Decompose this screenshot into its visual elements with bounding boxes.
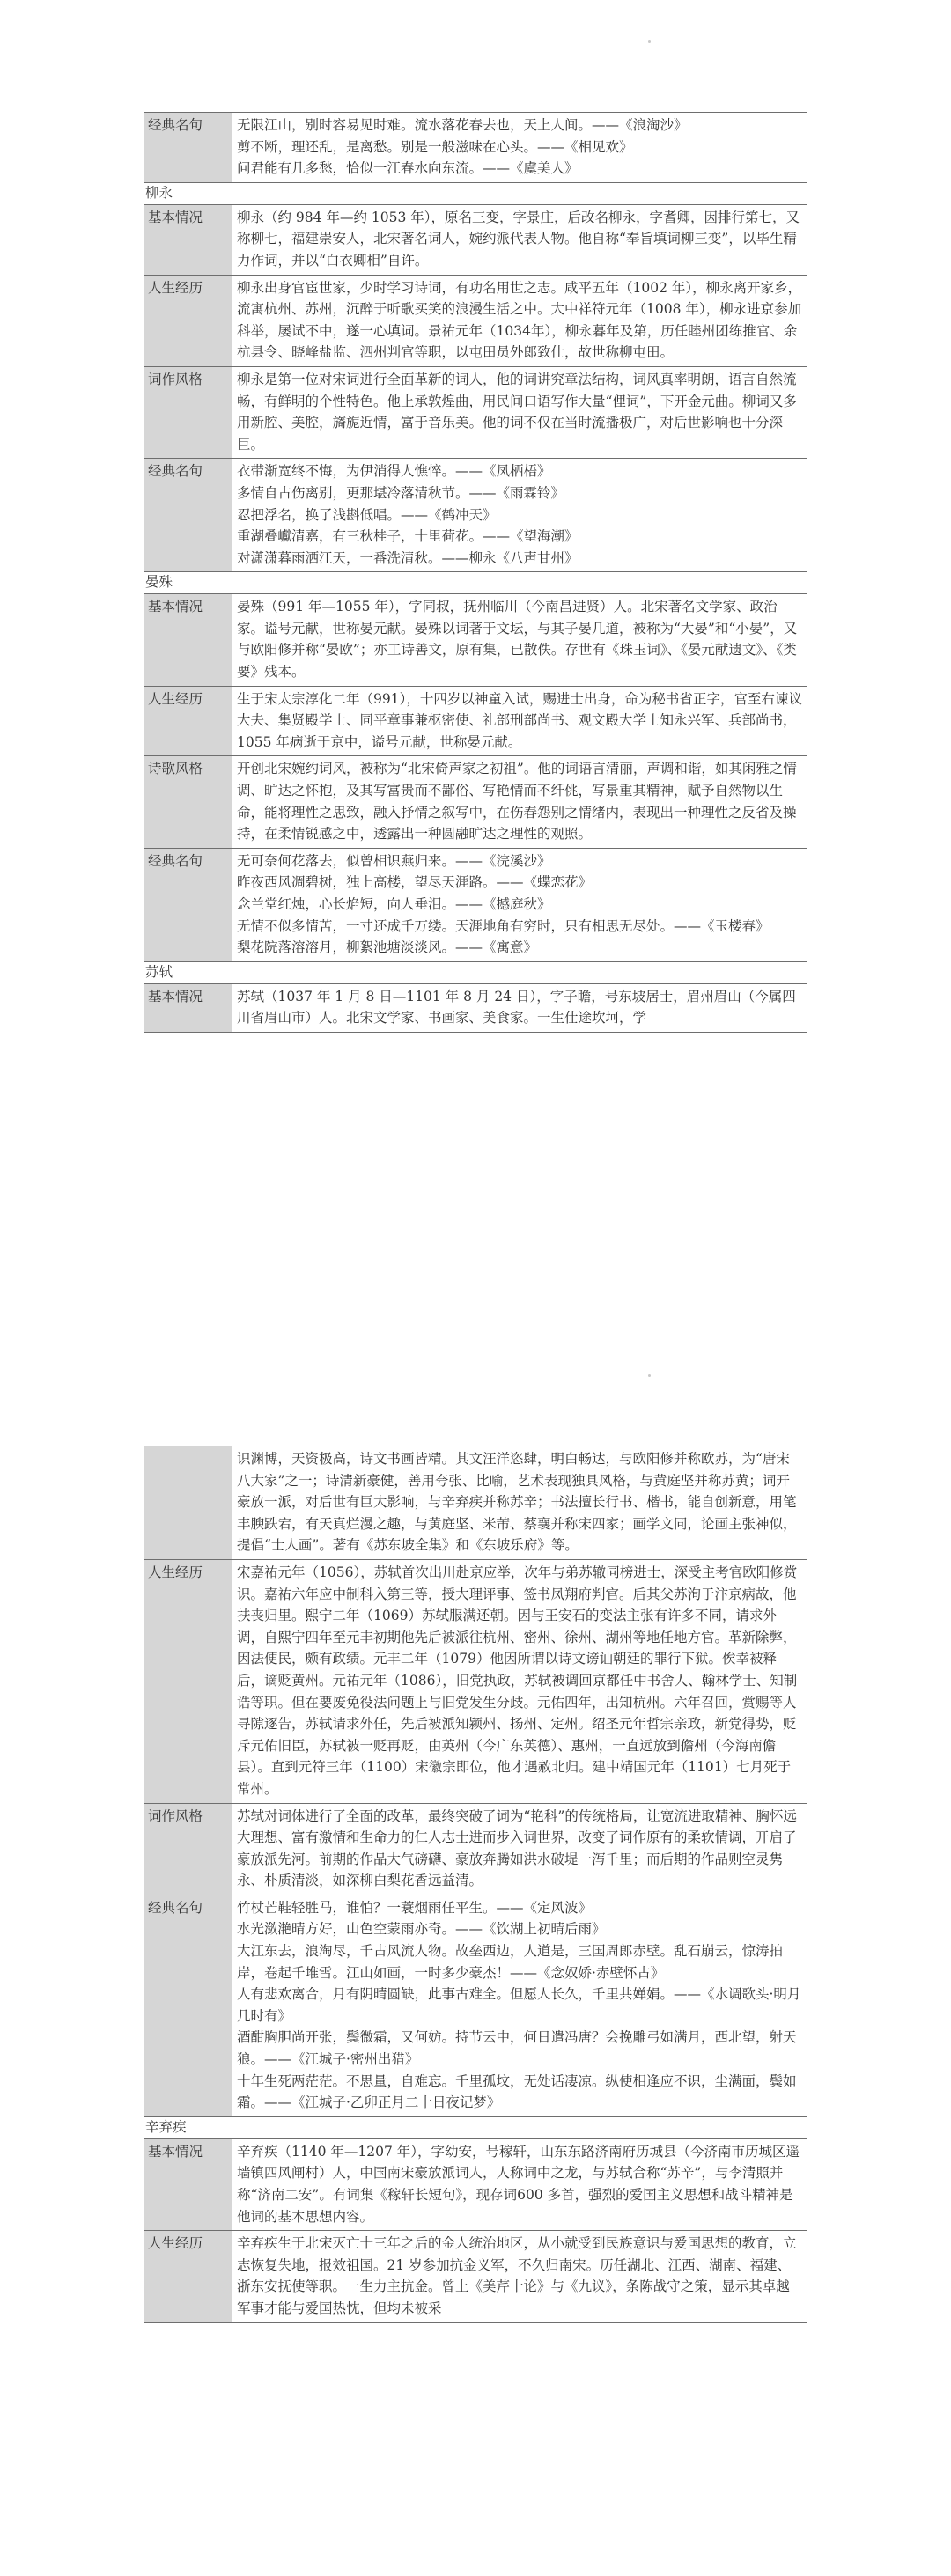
content-line: 柳永出身官宦世家，少时学习诗词，有功名用世之志。咸平五年（1002 年），柳永离开家乡，流寓杭州、苏州，沉醉于听歌买笑的浪漫生活之中。大中祥符元年（1008 年），柳永进京参加科举，屡试不中，遂一心填词。景祐元年（1034年），柳永暮年及第，历任睦州团练推官、余杭县令、晓峰盐监、泗州判官等职，以屯田员外郎致仕，故世称柳屯田。 [237, 279, 802, 361]
row-content [232, 204, 807, 275]
row-content [232, 983, 807, 1032]
content-line: 酒酣胸胆尚开张，鬓微霜，又何妨。持节云中，何日遣冯唐？会挽雕弓如满月，西北望，射天狼。——《江城子·密州出猎》 [237, 2029, 797, 2068]
page-block-1 [144, 112, 807, 1033]
row-content [232, 2231, 807, 2322]
content-line: 衣带渐宽终不悔，为伊消得人憔悴。——《凤栖梧》 [237, 463, 551, 480]
row-label: 基本情况 [144, 983, 232, 1032]
row-content [232, 2138, 807, 2230]
page-block-2 [144, 1446, 807, 2323]
row-label: 词作风格 [144, 366, 232, 458]
content-line: 柳永（约 984 年—约 1053 年），原名三变，字景庄，后改名柳永，字耆卿，因排行第七，又称柳七，福建崇安人，北宋著名词人，婉约派代表人物。他自称“奉旨填词柳三变”，以毕生精力作词，并以“白衣卿相”自许。 [237, 209, 800, 269]
poet-table [144, 1446, 807, 2117]
table-row [144, 594, 807, 686]
row-label: 人生经历 [144, 686, 232, 756]
table-row [144, 459, 807, 572]
content-line: 念兰堂红烛，心长焰短，向人垂泪。——《撼庭秋》 [237, 896, 551, 912]
row-label: 词作风格 [144, 1803, 232, 1895]
poet-table [144, 593, 807, 962]
content-line: 辛弃疾生于北宋灭亡十三年之后的金人统治地区，从小就受到民族意识与爱国思想的教育，立志恢复失地，报效祖国。21 岁参加抗金义军，不久归南宋。历任湖北、江西、湖南、福建、浙东安抚使等职。一生力主抗金。曾上《美芹十论》与《九议》，条陈战守之策，显示其卓越军事才能与爱国热忱，但均未被采 [237, 2235, 797, 2316]
poet-heading: 辛弃疾 [145, 2118, 187, 2135]
content-line: 苏轼（1037 年 1 月 8 日—1101 年 8 月 24 日），字子瞻，号东坡居士，眉州眉山（今属四川省眉山市）人。北宋文学家、书画家、美食家。一生仕途坎坷，学 [237, 988, 796, 1027]
row-content [232, 594, 807, 686]
table-row [144, 2138, 807, 2230]
poet-table [144, 2138, 807, 2323]
content-line: 无限江山，别时容易见时难。流水落花春去也，天上人间。——《浪淘沙》 [237, 117, 688, 133]
content-line: 忍把浮名，换了浅斟低唱。——《鹤冲天》 [237, 506, 497, 523]
content-line: 人有悲欢离合，月有阴晴圆缺，此事古难全。但愿人长久，千里共婵娟。——《水调歌头·明月几时有》 [237, 1986, 801, 2024]
row-label: 基本情况 [144, 2138, 232, 2230]
poet-heading: 柳永 [145, 184, 173, 201]
content-line: 生于宋太宗淳化二年（991），十四岁以神童入试，赐进士出身，命为秘书省正字，官至右谏议大夫、集贤殿学士、同平章事兼枢密使、礼部刑部尚书、观文殿大学士知永兴军、兵部尚书，1055 年病逝于京中，谥号元献，世称晏元献。 [237, 690, 802, 750]
table-row [144, 113, 807, 183]
row-content [232, 1559, 807, 1803]
row-content [232, 1803, 807, 1895]
table-row [144, 204, 807, 275]
row-label: 诗歌风格 [144, 756, 232, 848]
table-row [144, 1446, 807, 1560]
content-line: 宋嘉祐元年（1056），苏轼首次出川赴京应举，次年与弟苏辙同榜进士，深受主考官欧阳修赏识。嘉祐六年应中制科入第三等，授大理评事、签书凤翔府判官。后其父苏洵于汴京病故，他扶丧归里。熙宁二年（1069）苏轼服满还朝。因与王安石的变法主张有许多不同，请求外调，自熙宁四年至元丰初期他先后被派往杭州、密州、徐州、湖州等地任地方官。革新除弊，因法便民，颇有政绩。元丰二年（1079）他因所谓以诗文谤讪朝廷的罪行下狱。俟幸被释后，谪贬黄州。元祐元年（1086），旧党执政，苏轼被调回京都任中书舍人、翰林学士、知制诰等职。但在要废免役法问题上与旧党发生分歧。元佑四年，出知杭州。六年召回，赏赐等人寻隙逐告，苏轼请求外任，先后被派知颍州、扬州、定州。绍圣元年哲宗亲政，新党得势，贬斥元佑旧臣，苏轼被一贬再贬，由英州（今广东英德）、惠州，一直远放到儋州（今海南儋县）。直到元符三年（1100）宋徽宗即位，他才遇赦北归。建中靖国元年（1101）七月死于常州。 [237, 1564, 798, 1797]
content-line: 十年生死两茫茫。不思量，自难忘。千里孤坟，无处话凄凉。纵使相逢应不识，尘满面，鬓如霜。——《江城子·乙卯正月二十日夜记梦》 [237, 2072, 797, 2111]
content-line: 辛弃疾（1140 年—1207 年），字幼安，号稼轩，山东东路济南府历城县（今济南市历城区遥墙镇四风闸村）人，中国南宋豪放派词人，人称词中之龙，与苏轼合称“苏辛”，与李清照并称“济南二安”。有词集《稼轩长短句》，现存词600 多首，强烈的爱国主义思想和战斗精神是他词的基本思想内容。 [237, 2143, 800, 2225]
row-content [232, 275, 807, 366]
row-label: 人生经历 [144, 275, 232, 366]
row-label: 经典名句 [144, 459, 232, 572]
table-row [144, 2231, 807, 2322]
row-label: 经典名句 [144, 1895, 232, 2116]
row-content [232, 848, 807, 961]
content-line: 梨花院落溶溶月，柳絮池塘淡淡风。——《寓意》 [237, 939, 538, 956]
table-row [144, 686, 807, 756]
content-line: 柳永是第一位对宋词进行全面革新的词人，他的词讲究章法结构，词风真率明朗，语言自然流畅，有鲜明的个性特色。他上承敦煌曲，用民间口语写作大量“俚词”，下开金元曲。柳词又多用新腔、美腔，旖旎近情，富于音乐美。他的词不仅在当时流播极广，对后世影响也十分深巨。 [237, 371, 797, 453]
poet-heading: 晏殊 [145, 574, 173, 591]
table-row [144, 848, 807, 961]
content-line: 晏殊（991 年—1055 年），字同叔，抚州临川（今南昌进贤）人。北宋著名文学家、政治家。谥号元献，世称晏元献。晏殊以词著于文坛，与其子晏几道，被称为“大晏”和“小晏”，又与欧阳修并称“晏欧”；亦工诗善文，原有集，已散佚。存世有《珠玉词》、《晏元献遗文》、《类要》残本。 [237, 599, 798, 681]
content-line: 问君能有几多愁，恰似一江春水向东流。——《虞美人》 [237, 160, 579, 177]
poet-heading: 苏轼 [145, 963, 173, 980]
table-row [144, 756, 807, 848]
row-content [232, 756, 807, 848]
row-label: 人生经历 [144, 1559, 232, 1803]
content-line: 多情自古伤离别，更那堪冷落清秋节。——《雨霖铃》 [237, 484, 565, 501]
content-line: 重湖叠巘清嘉，有三秋桂子，十里荷花。——《望海潮》 [237, 528, 579, 545]
content-line: 水光潋滟晴方好，山色空蒙雨亦奇。——《饮湖上初晴后雨》 [237, 1921, 606, 1938]
table-row [144, 983, 807, 1032]
table-row [144, 1803, 807, 1895]
row-content [232, 113, 807, 183]
content-line: 开创北宋婉约词风，被称为“北宋倚声家之初祖”。他的词语言清丽，声调和谐，如其闲雅之情调、旷达之怀抱，及其写富贵而不鄙俗、写艳情而不纤佻，写景重其精神，赋予自然物以生命，能将理性之思致，融入抒情之叙写中，在伤春怨别之情绪内，表现出一种理性之反省及操持，在柔情锐感之中，透露出一种圆融旷达之理性的观照。 [237, 761, 797, 843]
row-label [144, 1446, 232, 1560]
content-line: 识渊博，天资极高，诗文书画皆精。其文汪洋恣肆，明白畅达，与欧阳修并称欧苏，为“唐宋八大家”之一；诗清新豪健，善用夸张、比喻，艺术表现独具风格，与黄庭坚并称苏黄；词开豪放一派，对后世有巨大影响，与辛弃疾并称苏辛；书法擅长行书、楷书，能自创新意，用笔丰腴跌宕，有天真烂漫之趣，与黄庭坚、米芾、蔡襄并称宋四家；画学文同，论画主张神似，提倡“士人画”。著有《苏东坡全集》和《东坡乐府》等。 [237, 1451, 797, 1554]
content-line: 昨夜西风凋碧树，独上高楼，望尽天涯路。——《蝶恋花》 [237, 874, 593, 891]
scan-dot [648, 40, 651, 43]
row-label: 经典名句 [144, 848, 232, 961]
content-line: 无可奈何花落去，似曾相识燕归来。——《浣溪沙》 [237, 852, 551, 869]
row-label: 基本情况 [144, 204, 232, 275]
poet-table [144, 112, 807, 183]
table-row [144, 366, 807, 458]
row-content [232, 1446, 807, 1560]
table-row [144, 1895, 807, 2116]
content-line: 苏轼对词体进行了全面的改革，最终突破了词为“艳科”的传统格局，让宽流进取精神、胸怀远大理想、富有激情和生命力的仁人志士进而步入词世界，改变了词作原有的柔软情调，开启了豪放派先河。前期的作品大气磅礴、豪放奔腾如洪水破堤一泻千里；而后期的作品则空灵隽永、朴质清淡，如深柳白梨花香远益清。 [237, 1807, 797, 1889]
content-line: 竹杖芒鞋轻胜马，谁怕？一蓑烟雨任平生。——《定风波》 [237, 1899, 593, 1916]
table-row [144, 1559, 807, 1803]
row-label: 基本情况 [144, 594, 232, 686]
poet-table [144, 204, 807, 573]
row-content [232, 1895, 807, 2116]
poet-table [144, 983, 807, 1033]
content-line: 对潇潇暮雨洒江天，一番洗清秋。——柳永《八声甘州》 [237, 549, 579, 566]
content-line: 剪不断，理还乱，是离愁。别是一般滋味在心头。——《相见欢》 [237, 138, 633, 155]
row-label: 经典名句 [144, 113, 232, 183]
row-label: 人生经历 [144, 2231, 232, 2322]
scan-dot [648, 1374, 651, 1377]
row-content [232, 686, 807, 756]
table-row [144, 275, 807, 366]
row-content [232, 366, 807, 458]
row-content [232, 459, 807, 572]
content-line: 大江东去，浪淘尽，千古风流人物。故垒西边，人道是，三国周郎赤壁。乱石崩云，惊涛拍岸，卷起千堆雪。江山如画，一时多少豪杰！——《念奴娇·赤壁怀古》 [237, 1943, 784, 1981]
content-line: 无情不似多情苦，一寸还成千万缕。天涯地角有穷时，只有相思无尽处。——《玉楼春》 [237, 917, 770, 934]
